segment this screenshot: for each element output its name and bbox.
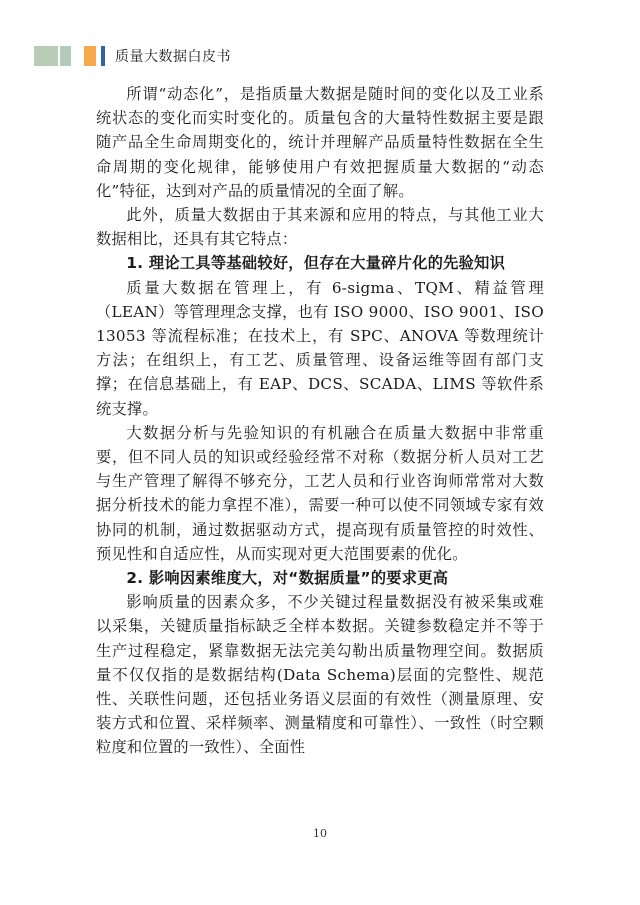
header-color-block (101, 46, 105, 66)
header-color-block (84, 46, 96, 66)
header-title: 质量大数据白皮书 (115, 49, 231, 65)
page-number: 10 (313, 827, 327, 840)
paragraph: 大数据分析与先验知识的有机融合在质量大数据中非常重要，但不同人员的知识或经验经常不对称（数据分析人员对工艺与生产管理了解得不够充分，工艺人员和行业咨询师常常对大数据分析技术的能力拿捏不准），需要一种可以使不同领域专家有效协同的机制，通过数据驱动方式，提高现有质量管控的时效性、预见性和自适应性，从而实现对更大范围要素的优化。 (96, 423, 544, 563)
paragraph: 质量大数据在管理上，有 6-sigma、TQM、精益管理（LEAN）等管理理念支撑，也有 ISO 9000、ISO 9001、ISO 13053 等流程标准；在技术上，有 SPC、ANOVA 等数理统计方法；在组织上，有工艺、质量管理、设备运维等固有部门支撑；在信息基础上，有 EAP、DCS、SCADA、LIMS 等软件系统支撑。 (96, 278, 544, 418)
paragraph: 此外，质量大数据由于其来源和应用的特点，与其他工业大数据相比，还具有其它特点： (96, 206, 544, 249)
page-header (34, 46, 231, 66)
paragraph: 影响质量的因素众多，不少关键过程量数据没有被采集或难以采集，关键质量指标缺乏全样本数据。关键参数稳定并不等于生产过程稳定，紧靠数据无法完美勾勒出质量物理空间。数据质量不仅仅指的是数据结构(Data Schema)层面的完整性、规范性、关联性问题，还包括业务语义层面的有效性（测量原理、安装方式和位置、采样频率、测量精度和可靠性）、一致性（时空颗粒度和位置的一致性）、全面性 (96, 593, 544, 757)
section-heading: 1. 理论工具等基础较好，但存在大量碎片化的先验知识 (126, 254, 506, 273)
header-color-block (34, 46, 58, 66)
header-color-block (60, 46, 71, 66)
paragraph: 所谓“动态化”，是指质量大数据是随时间的变化以及工业系统状态的变化而实时变化的。质量包含的大量特性数据主要是跟随产品全生命周期变化的，统计并理解产品质量特性数据在全生命周期的变化规律，能够使用户有效把握质量大数据的“动态化”特征，达到对产品的质量情况的全面了解。 (96, 85, 544, 200)
document-body (96, 82, 544, 760)
section-heading: 2. 影响因素维度大，对“数据质量”的要求更高 (126, 569, 449, 588)
